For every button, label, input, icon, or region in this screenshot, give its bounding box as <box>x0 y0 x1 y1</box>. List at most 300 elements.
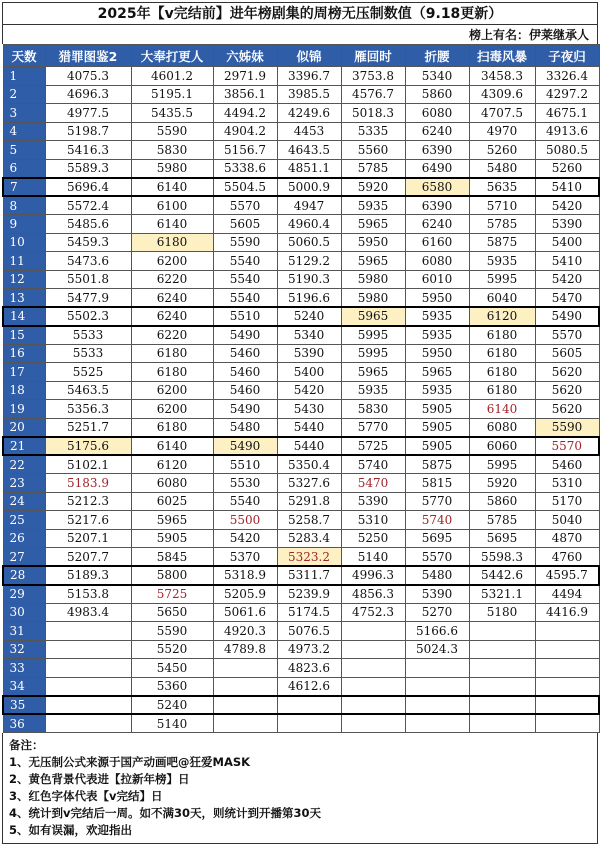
value-cell: 5318.9 <box>213 566 277 585</box>
value-cell: 5335 <box>341 122 405 141</box>
value-cell: 3856.1 <box>213 85 277 104</box>
value-cell: 5170 <box>535 492 599 511</box>
header-show-7: 扫毒风暴 <box>469 45 535 67</box>
value-cell: 4075.3 <box>45 67 131 86</box>
value-cell: 4494.2 <box>213 104 277 123</box>
value-cell: 5501.8 <box>45 270 131 289</box>
value-cell: 5000.9 <box>277 178 341 197</box>
note-item: 2、黄色背景代表进【拉新年榜】日 <box>9 772 190 786</box>
value-cell: 4789.8 <box>213 640 277 659</box>
table-row <box>3 307 599 326</box>
day-cell: 23 <box>3 474 45 493</box>
value-cell: 6200 <box>131 252 213 271</box>
day-cell: 2 <box>3 85 45 104</box>
value-cell: 5800 <box>131 566 213 585</box>
table-header-row <box>3 45 599 67</box>
value-cell: 5540 <box>213 492 277 511</box>
value-cell: 5510 <box>213 455 277 474</box>
value-cell: 5240 <box>131 696 213 715</box>
value-cell: 5540 <box>213 270 277 289</box>
table-row <box>3 566 599 585</box>
value-cell: 5965 <box>341 252 405 271</box>
table-row <box>3 622 599 641</box>
value-cell: 6180 <box>131 363 213 382</box>
value-cell: 6240 <box>405 215 469 234</box>
day-cell: 7 <box>3 178 45 197</box>
value-cell: 5995 <box>469 270 535 289</box>
value-cell: 5570 <box>213 196 277 215</box>
value-cell: 5950 <box>405 289 469 308</box>
value-cell: 5533 <box>45 326 131 345</box>
value-cell: 5473.6 <box>45 252 131 271</box>
value-cell: 4856.3 <box>341 585 405 604</box>
value-cell: 5440 <box>277 418 341 437</box>
value-cell: 6080 <box>469 418 535 437</box>
day-cell: 33 <box>3 659 45 678</box>
value-cell: 5590 <box>535 418 599 437</box>
value-cell: 5018.3 <box>341 104 405 123</box>
value-cell: 6580 <box>405 178 469 197</box>
header-show-1: 猎罪图鉴2 <box>45 45 131 67</box>
value-cell: 5189.3 <box>45 566 131 585</box>
value-cell: 4823.6 <box>277 659 341 678</box>
table-row <box>3 178 599 197</box>
day-cell: 27 <box>3 548 45 567</box>
value-cell: 6180 <box>469 344 535 363</box>
notes-section <box>2 733 598 844</box>
value-cell: 5260 <box>535 159 599 178</box>
value-cell: 5480 <box>405 566 469 585</box>
value-cell: 5710 <box>469 196 535 215</box>
table-row <box>3 585 599 604</box>
value-cell: 3985.5 <box>277 85 341 104</box>
value-cell: 6100 <box>131 196 213 215</box>
value-cell <box>535 622 599 641</box>
table-row <box>3 640 599 659</box>
value-cell: 6120 <box>469 307 535 326</box>
value-cell <box>535 640 599 659</box>
value-cell: 5129.2 <box>277 252 341 271</box>
table-row <box>3 344 599 363</box>
value-cell: 5060.5 <box>277 233 341 252</box>
value-cell: 4453 <box>277 122 341 141</box>
table-row <box>3 714 599 733</box>
value-cell: 5390 <box>405 585 469 604</box>
value-cell: 4595.7 <box>535 566 599 585</box>
value-cell: 6180 <box>469 381 535 400</box>
day-cell: 12 <box>3 270 45 289</box>
table-row <box>3 326 599 345</box>
value-cell: 5360 <box>131 677 213 696</box>
table-row <box>3 677 599 696</box>
table-row <box>3 437 599 456</box>
table-row <box>3 233 599 252</box>
value-cell: 5905 <box>405 418 469 437</box>
day-cell: 29 <box>3 585 45 604</box>
day-cell: 11 <box>3 252 45 271</box>
value-cell: 5416.3 <box>45 141 131 160</box>
value-cell: 5175.6 <box>45 437 131 456</box>
value-cell: 5321.1 <box>469 585 535 604</box>
value-cell: 5875 <box>405 455 469 474</box>
value-cell: 5205.9 <box>213 585 277 604</box>
value-cell: 5570 <box>535 437 599 456</box>
day-cell: 14 <box>3 307 45 326</box>
day-cell: 34 <box>3 677 45 696</box>
table-row <box>3 492 599 511</box>
value-cell: 5605 <box>213 215 277 234</box>
value-cell: 5620 <box>535 363 599 382</box>
value-cell: 5725 <box>341 437 405 456</box>
value-cell: 5950 <box>341 233 405 252</box>
table-row <box>3 455 599 474</box>
value-cell: 5156.7 <box>213 141 277 160</box>
value-cell: 6080 <box>405 104 469 123</box>
value-cell: 5905 <box>405 437 469 456</box>
note-item: 3、红色字体代表【v完结】日 <box>9 789 163 803</box>
header-show-4: 似锦 <box>277 45 341 67</box>
value-cell: 5212.3 <box>45 492 131 511</box>
notes-heading: 备注： <box>9 738 44 752</box>
day-cell: 10 <box>3 233 45 252</box>
value-cell: 5470 <box>535 289 599 308</box>
value-cell: 4920.3 <box>213 622 277 641</box>
value-cell: 5198.7 <box>45 122 131 141</box>
value-cell: 4249.6 <box>277 104 341 123</box>
value-cell: 5260 <box>469 141 535 160</box>
value-cell <box>45 714 131 733</box>
value-cell: 5174.5 <box>277 603 341 622</box>
value-cell: 5510 <box>213 307 277 326</box>
value-cell: 4309.6 <box>469 85 535 104</box>
value-cell: 6390 <box>405 196 469 215</box>
day-cell: 3 <box>3 104 45 123</box>
note-item: 4、统计到v完结后一周。如不满30天，则统计到开播第30天 <box>9 806 322 820</box>
table-row <box>3 215 599 234</box>
value-cell: 5520 <box>131 640 213 659</box>
value-cell: 5490 <box>213 437 277 456</box>
value-cell: 5502.3 <box>45 307 131 326</box>
value-cell: 6200 <box>131 400 213 419</box>
value-cell: 5875 <box>469 233 535 252</box>
value-cell: 5995 <box>341 344 405 363</box>
value-cell: 5356.3 <box>45 400 131 419</box>
value-cell: 5400 <box>535 233 599 252</box>
value-cell: 6140 <box>131 215 213 234</box>
value-cell: 5338.6 <box>213 159 277 178</box>
value-cell: 5420 <box>277 381 341 400</box>
value-cell: 6025 <box>131 492 213 511</box>
table-row <box>3 529 599 548</box>
value-cell: 5310 <box>535 474 599 493</box>
value-cell: 4760 <box>535 548 599 567</box>
value-cell: 4576.7 <box>341 85 405 104</box>
value-cell: 5251.7 <box>45 418 131 437</box>
day-cell: 15 <box>3 326 45 345</box>
value-cell: 6200 <box>131 381 213 400</box>
value-cell <box>45 640 131 659</box>
value-cell <box>469 714 535 733</box>
value-cell: 5323.2 <box>277 548 341 567</box>
value-cell: 5340 <box>405 67 469 86</box>
value-cell: 5076.5 <box>277 622 341 641</box>
value-cell: 5785 <box>341 159 405 178</box>
value-cell: 6180 <box>131 233 213 252</box>
value-cell: 5490 <box>213 326 277 345</box>
value-cell: 5477.9 <box>45 289 131 308</box>
value-cell: 4973.2 <box>277 640 341 659</box>
value-cell: 5450 <box>131 659 213 678</box>
table-row <box>3 67 599 86</box>
value-cell: 4643.5 <box>277 141 341 160</box>
value-cell: 5620 <box>535 381 599 400</box>
value-cell <box>535 677 599 696</box>
value-cell: 5540 <box>213 252 277 271</box>
page-title: 2025年【v完结前】进年榜剧集的周榜无压制数值（9.18更新） <box>2 2 598 24</box>
value-cell: 5935 <box>341 196 405 215</box>
value-cell: 5590 <box>213 233 277 252</box>
value-cell: 5463.5 <box>45 381 131 400</box>
table-row <box>3 659 599 678</box>
table-row <box>3 363 599 382</box>
value-cell: 5400 <box>277 363 341 382</box>
value-cell: 6140 <box>131 437 213 456</box>
value-cell: 5935 <box>405 381 469 400</box>
value-cell: 5815 <box>405 474 469 493</box>
value-cell: 5480 <box>469 159 535 178</box>
header-show-3: 六姊妹 <box>213 45 277 67</box>
value-cell: 5470 <box>341 474 405 493</box>
value-cell: 5440 <box>277 437 341 456</box>
day-cell: 22 <box>3 455 45 474</box>
value-cell: 6180 <box>131 344 213 363</box>
value-cell <box>535 714 599 733</box>
value-cell: 4996.3 <box>341 566 405 585</box>
day-cell: 13 <box>3 289 45 308</box>
value-cell <box>405 696 469 715</box>
header-day: 天数 <box>3 45 45 67</box>
value-cell: 5207.7 <box>45 548 131 567</box>
value-cell: 5420 <box>535 196 599 215</box>
value-cell: 5283.4 <box>277 529 341 548</box>
value-cell <box>45 696 131 715</box>
value-cell: 5196.6 <box>277 289 341 308</box>
table-row <box>3 159 599 178</box>
day-cell: 20 <box>3 418 45 437</box>
value-cell: 6080 <box>131 474 213 493</box>
value-cell: 5635 <box>469 178 535 197</box>
value-cell: 5598.3 <box>469 548 535 567</box>
value-cell <box>45 677 131 696</box>
value-cell: 5183.9 <box>45 474 131 493</box>
value-cell: 6010 <box>405 270 469 289</box>
value-cell: 5845 <box>131 548 213 567</box>
value-cell: 5995 <box>341 326 405 345</box>
value-cell: 4416.9 <box>535 603 599 622</box>
value-cell: 6160 <box>405 233 469 252</box>
value-cell: 5240 <box>277 307 341 326</box>
value-cell: 5540 <box>213 289 277 308</box>
day-cell: 25 <box>3 511 45 530</box>
value-cell: 6060 <box>469 437 535 456</box>
table-row <box>3 104 599 123</box>
value-cell: 5533 <box>45 344 131 363</box>
value-cell: 5830 <box>131 141 213 160</box>
value-cell: 5207.1 <box>45 529 131 548</box>
value-cell: 5770 <box>341 418 405 437</box>
value-cell: 5180 <box>469 603 535 622</box>
value-cell: 5390 <box>341 492 405 511</box>
value-cell: 5605 <box>535 344 599 363</box>
day-cell: 5 <box>3 141 45 160</box>
value-cell: 5442.6 <box>469 566 535 585</box>
day-cell: 32 <box>3 640 45 659</box>
table-row <box>3 603 599 622</box>
value-cell: 5327.6 <box>277 474 341 493</box>
value-cell: 3753.8 <box>341 67 405 86</box>
value-cell: 3458.3 <box>469 67 535 86</box>
table-row <box>3 381 599 400</box>
value-cell: 5860 <box>405 85 469 104</box>
value-cell: 4904.2 <box>213 122 277 141</box>
value-cell: 5480 <box>213 418 277 437</box>
table-row <box>3 418 599 437</box>
value-cell: 5770 <box>405 492 469 511</box>
value-cell: 4983.4 <box>45 603 131 622</box>
value-cell: 5140 <box>131 714 213 733</box>
day-cell: 1 <box>3 67 45 86</box>
value-cell <box>535 696 599 715</box>
value-cell <box>213 659 277 678</box>
value-cell <box>535 659 599 678</box>
value-cell: 5695 <box>405 529 469 548</box>
value-cell: 5905 <box>131 529 213 548</box>
day-cell: 31 <box>3 622 45 641</box>
table-row <box>3 85 599 104</box>
value-cell: 5725 <box>131 585 213 604</box>
value-cell: 5239.9 <box>277 585 341 604</box>
day-cell: 26 <box>3 529 45 548</box>
value-cell <box>341 696 405 715</box>
value-cell: 5935 <box>341 381 405 400</box>
value-cell: 6140 <box>469 400 535 419</box>
value-cell: 5590 <box>131 622 213 641</box>
table-row <box>3 141 599 160</box>
value-cell: 4601.2 <box>131 67 213 86</box>
value-cell: 5572.4 <box>45 196 131 215</box>
value-cell: 5504.5 <box>213 178 277 197</box>
day-cell: 8 <box>3 196 45 215</box>
value-cell: 5500 <box>213 511 277 530</box>
value-cell: 5460 <box>213 363 277 382</box>
value-cell: 5370 <box>213 548 277 567</box>
value-cell: 5920 <box>341 178 405 197</box>
value-cell: 5935 <box>469 252 535 271</box>
value-cell: 5217.6 <box>45 511 131 530</box>
value-cell: 5965 <box>131 511 213 530</box>
table-row <box>3 270 599 289</box>
value-cell: 5570 <box>405 548 469 567</box>
value-cell <box>341 677 405 696</box>
value-cell: 5153.8 <box>45 585 131 604</box>
day-cell: 9 <box>3 215 45 234</box>
note-item: 1、无压制公式来源于国产动画吧@狂爱MASK <box>9 755 251 769</box>
header-show-8: 子夜归 <box>535 45 599 67</box>
table-row <box>3 511 599 530</box>
value-cell: 5590 <box>131 122 213 141</box>
value-cell: 5350.4 <box>277 455 341 474</box>
value-cell: 6040 <box>469 289 535 308</box>
value-cell: 5410 <box>535 252 599 271</box>
value-cell: 4970 <box>469 122 535 141</box>
value-cell: 5430 <box>277 400 341 419</box>
value-cell: 5390 <box>535 215 599 234</box>
value-cell <box>341 640 405 659</box>
value-cell: 5310 <box>341 511 405 530</box>
value-cell: 4297.2 <box>535 85 599 104</box>
header-show-5: 雁回时 <box>341 45 405 67</box>
value-cell: 5740 <box>341 455 405 474</box>
value-cell: 5490 <box>535 307 599 326</box>
value-cell: 5980 <box>131 159 213 178</box>
page-subtitle: 榜上有名：伊莱继承人 <box>2 24 598 44</box>
value-cell <box>469 696 535 715</box>
value-cell: 4752.3 <box>341 603 405 622</box>
value-cell <box>405 714 469 733</box>
value-cell: 3326.4 <box>535 67 599 86</box>
value-cell: 5420 <box>535 270 599 289</box>
value-cell: 5485.6 <box>45 215 131 234</box>
value-cell: 5589.3 <box>45 159 131 178</box>
value-cell: 6240 <box>405 122 469 141</box>
day-cell: 4 <box>3 122 45 141</box>
value-cell <box>45 622 131 641</box>
value-cell: 5570 <box>535 326 599 345</box>
value-cell: 5830 <box>341 400 405 419</box>
value-cell <box>469 677 535 696</box>
value-cell <box>341 622 405 641</box>
value-cell: 5420 <box>213 529 277 548</box>
table-row <box>3 196 599 215</box>
value-cell: 5258.7 <box>277 511 341 530</box>
value-cell: 5340 <box>277 326 341 345</box>
value-cell: 6220 <box>131 326 213 345</box>
day-cell: 17 <box>3 363 45 382</box>
value-cell: 5905 <box>405 400 469 419</box>
value-cell <box>213 696 277 715</box>
value-cell: 4960.4 <box>277 215 341 234</box>
value-cell: 5390 <box>277 344 341 363</box>
value-cell: 5061.6 <box>213 603 277 622</box>
value-cell: 5410 <box>535 178 599 197</box>
day-cell: 36 <box>3 714 45 733</box>
value-cell: 4696.3 <box>45 85 131 104</box>
value-cell: 4851.1 <box>277 159 341 178</box>
value-cell: 5530 <box>213 474 277 493</box>
value-cell: 5490 <box>213 400 277 419</box>
table-row <box>3 252 599 271</box>
day-cell: 6 <box>3 159 45 178</box>
value-cell: 5695 <box>469 529 535 548</box>
value-cell: 5980 <box>341 289 405 308</box>
header-show-6: 折腰 <box>405 45 469 67</box>
table-row <box>3 474 599 493</box>
value-cell: 4947 <box>277 196 341 215</box>
value-cell <box>341 659 405 678</box>
value-cell: 5435.5 <box>131 104 213 123</box>
day-cell: 30 <box>3 603 45 622</box>
value-cell: 5166.6 <box>405 622 469 641</box>
